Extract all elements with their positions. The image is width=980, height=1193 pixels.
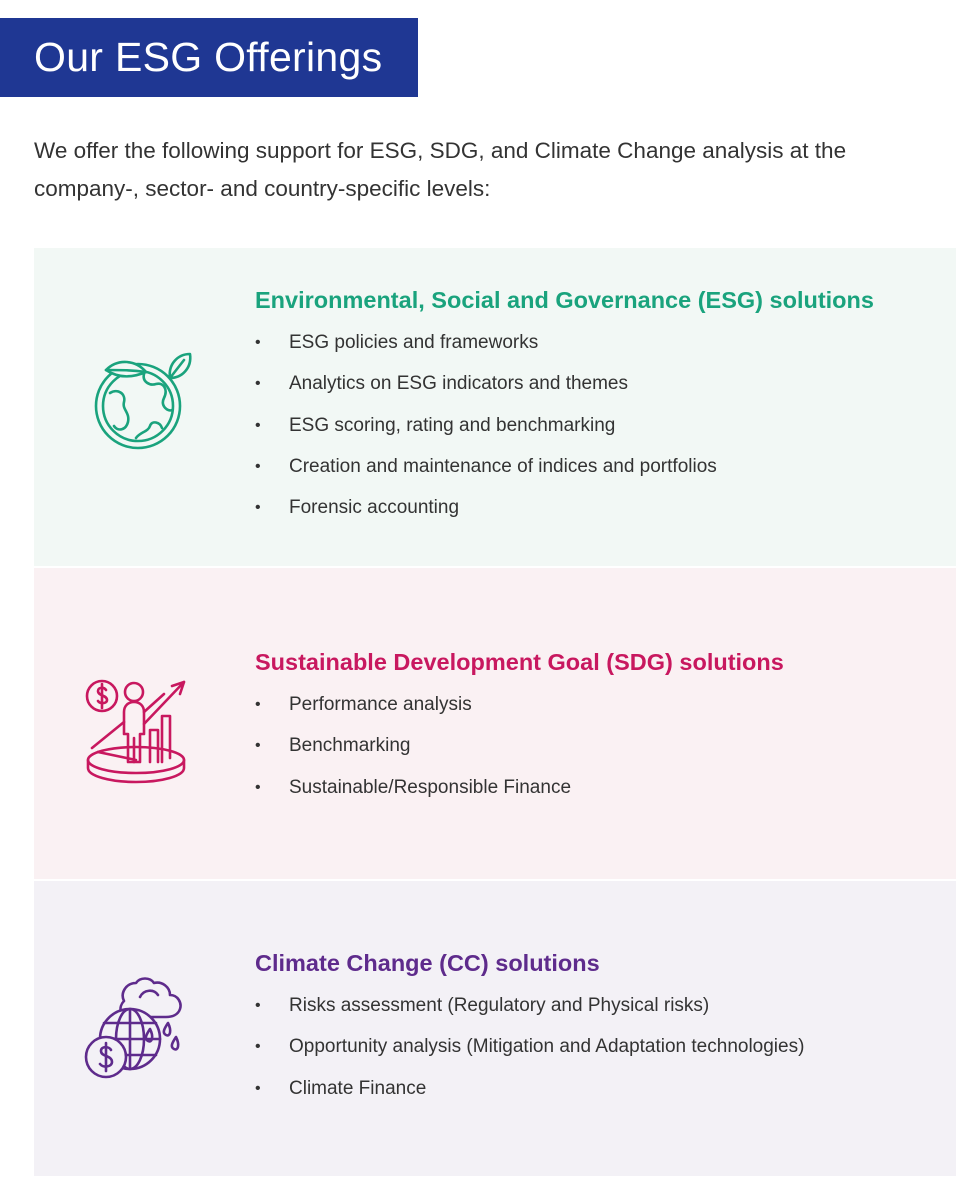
list-item: • ESG policies and frameworks [255,330,936,356]
bullet: • [255,457,261,475]
person-growth-chart-icon [84,668,204,788]
cc-content [255,947,936,1117]
cc-section [34,881,956,1176]
esg-list [255,330,936,521]
bullet: • [255,1079,261,1097]
list-item: • Climate Finance [255,1076,936,1102]
bullet: • [255,997,261,1014]
esg-heading: Environmental, Social and Governance (ESG) solutions [255,287,874,313]
title-banner [0,18,418,97]
list-item: • Analytics on ESG indicators and themes [255,371,936,397]
bullet: • [255,334,261,351]
page-title: Our ESG Offerings [34,34,383,80]
sdg-heading: Sustainable Development Goal (SDG) solutions [255,649,784,675]
cc-list [255,993,936,1102]
bullet: • [255,696,261,713]
bullet: • [255,737,261,755]
list-item: • Risks assessment (Regulatory and Physical risks) [255,993,936,1019]
list-item: • Sustainable/Responsible Finance [255,775,936,801]
esg-section [34,248,956,566]
list-item: • Forensic accounting [255,495,936,521]
sdg-content [255,646,936,816]
bullet: • [255,416,261,434]
list-item: • ESG scoring, rating and benchmarking [255,413,936,439]
globe-leaves-icon [84,348,204,468]
bullet: • [255,778,261,796]
intro-text: We offer the following support for ESG, SDG, and Climate Change analysis at the company-, sector- and country-specific levels: [34,138,847,201]
sdg-list [255,692,936,801]
sdg-section [34,568,956,879]
list-item: • Performance analysis [255,692,936,718]
bullet: • [255,375,261,393]
list-item: • Creation and maintenance of indices and portfolios [255,454,936,480]
bullet: • [255,1038,261,1056]
climate-finance-globe-icon [84,971,204,1091]
list-item: • Benchmarking [255,733,936,759]
list-item: • Opportunity analysis (Mitigation and Adaptation technologies) [255,1034,936,1060]
bullet: • [255,499,261,517]
esg-content [255,284,936,536]
cc-heading: Climate Change (CC) solutions [255,950,600,976]
